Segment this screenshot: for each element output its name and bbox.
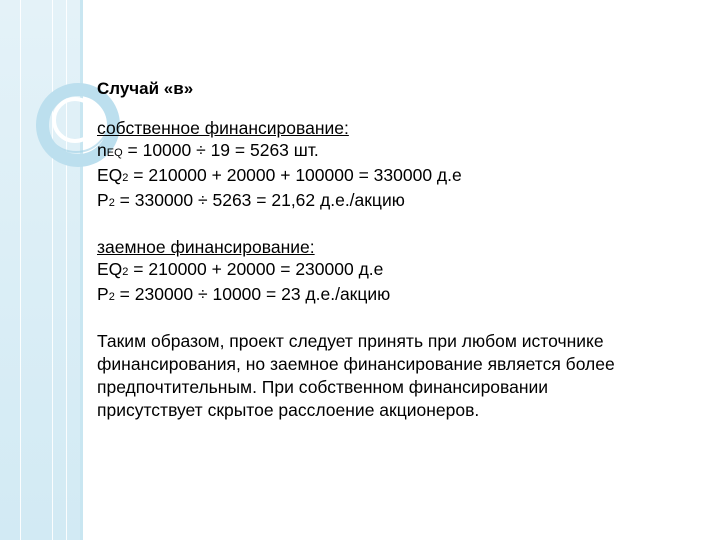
formula: = 330000 ÷ 5263 = 21,62 д.е./акцию <box>114 190 405 210</box>
formula: = 10000 ÷ 19 = 5263 шт. <box>122 140 319 160</box>
symbol: P <box>97 190 109 210</box>
equity-price-line <box>97 189 697 214</box>
equity-eq-line <box>97 164 697 189</box>
debt-price-line <box>97 283 697 308</box>
conclusion-line: присутствует скрытое расслоение акционеров. <box>97 400 480 420</box>
symbol-subscript: 2 <box>122 266 129 278</box>
slide-title: Случай «в» <box>97 79 194 98</box>
symbol: EQ <box>97 259 123 279</box>
conclusion-line: предпочтительным. При собственном финансировании <box>97 377 549 397</box>
panel-stripe <box>66 0 67 540</box>
panel-stripe <box>20 0 21 540</box>
equity-heading: собственное финансирование: <box>97 118 349 138</box>
formula: = 210000 + 20000 = 230000 д.е <box>128 259 384 279</box>
conclusion-line: Таким образом, проект следует принять при любом источнике <box>97 331 604 351</box>
symbol: n <box>97 140 107 160</box>
symbol-subscript: 2 <box>122 172 129 184</box>
symbol: EQ <box>97 165 123 185</box>
formula: = 210000 + 20000 + 100000 = 330000 д.е <box>128 165 462 185</box>
decorative-ring-inner <box>52 97 98 143</box>
slide-content <box>97 78 697 422</box>
panel-stripe <box>52 0 53 540</box>
panel-divider <box>80 0 83 540</box>
formula: = 230000 ÷ 10000 = 23 д.е./акцию <box>114 284 391 304</box>
debt-heading: заемное финансирование: <box>97 237 315 257</box>
symbol-subscript: 2 <box>108 291 115 303</box>
symbol: P <box>97 284 109 304</box>
decorative-side-panel <box>0 0 80 540</box>
equity-shares-line <box>97 139 697 164</box>
symbol-subscript: 2 <box>108 197 115 209</box>
debt-eq-line <box>97 258 697 283</box>
conclusion-paragraph <box>97 330 697 422</box>
symbol-subscript: EQ <box>106 147 123 159</box>
conclusion-line: финансирования, но заемное финансирование является более <box>97 354 615 374</box>
